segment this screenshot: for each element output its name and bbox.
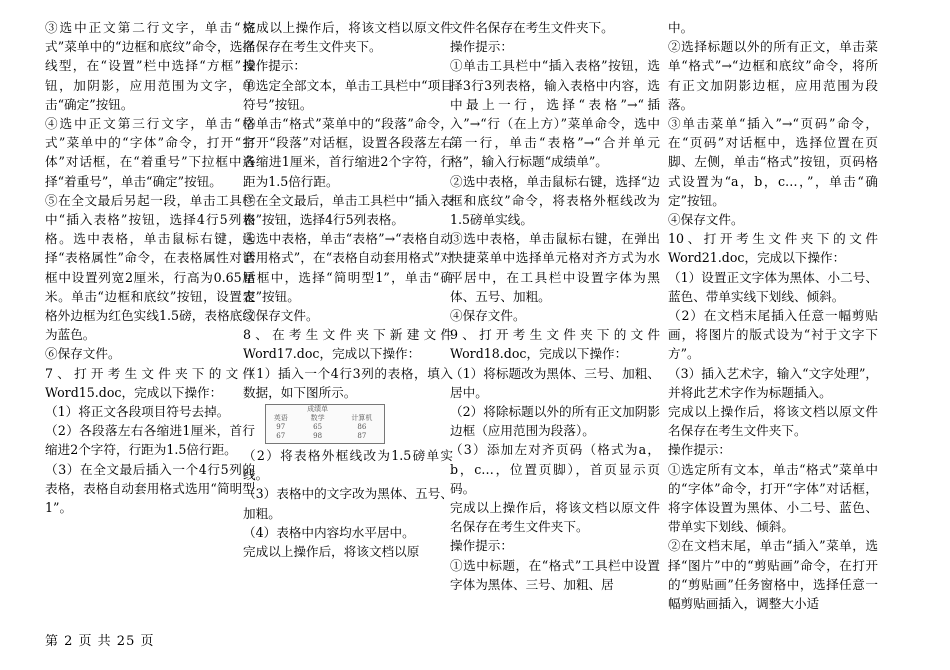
paragraph: 操作提示：	[668, 442, 731, 458]
paragraph: ③单击菜单“插入”→“页码”命令，在“页码”对话框中，选择位置在页脚、左侧，单击“格式”按钮，页码格式设置为“a，b，c…，”，单击“确定”按钮。	[668, 116, 878, 208]
page-footer: 第 2 页 共 25 页	[45, 634, 155, 649]
paragraph: ①选中标题，在“格式”工具栏中设置字体为黑体、三号、加粗、居	[450, 557, 660, 592]
paragraph: ①选定所有文本，单击“格式”菜单中的“字体”命令，打开“字体”对话框，将字体设置为黑体、小二号、蓝色、带单实下划线、倾斜。	[668, 461, 878, 535]
table-cell: 67	[276, 432, 286, 441]
column-1	[45, 18, 255, 517]
paragraph: ③选中表格，单击鼠标右键，在弹出快捷菜单中选择单元格对齐方式为水平居中，在工具栏中设置字体为黑体、五号、加粗。	[450, 231, 660, 304]
paragraph: （2）各段落左右各缩进1厘米，首行缩进2个字符，行距为1.5倍行距。	[45, 423, 255, 458]
paragraph: 中。	[668, 20, 694, 35]
paragraph: ②选中表格，单击鼠标右键，选择“边框和底纹”命令，将表格外框线改为1.5磅单实线。	[450, 173, 660, 228]
score-table-figure	[265, 404, 385, 444]
table-header-cell: 计算机	[351, 414, 373, 423]
paragraph: ④保存文件。	[668, 212, 744, 228]
paragraph: 文件名保存在考生文件夹下。	[450, 20, 614, 35]
paragraph: ②选择标题以外的所有正文，单击菜单“格式”→“边框和底纹”命令，将所有正文加阴影边框，应用范围为段落。	[668, 39, 878, 112]
paragraph: （3）插入艺术字，输入“文字处理”，并将此艺术字作为标题插入。	[668, 365, 878, 400]
table-header-cell: 英语	[273, 414, 288, 423]
paragraph: ⑤在全文最后另起一段，单击工具栏中“插入表格”按钮，选择4行5列表格。选中表格，单击鼠标右键，选择“表格属性”命令，在表格属性对话框中设置列宽2厘米，行高为0.65厘米。单击“边框和底纹”按钮，设置表格外边框为红色实线1.5磅，表格底纹为蓝色。	[45, 192, 255, 343]
paragraph: ⑥保存文件。	[45, 346, 121, 362]
paragraph: ②在文档末尾，单击“插入”菜单，选择“图片”中的“剪贴画”命令，在打开的“剪贴画”任务窗格中，选择任意一幅剪贴画插入，调整大小适	[668, 538, 878, 612]
paragraph: （2）将表格外框线改为1.5磅单实线。	[243, 448, 453, 483]
column-2	[243, 18, 453, 561]
paragraph: （1）插入一个4行3列的表格，填入数据，如下图所示。	[243, 365, 453, 400]
paragraph: ②单击“格式”菜单中的“段落”命令，打开“段落”对话框，设置各段落左右各缩进1厘米，首行缩进2个字符，行距为1.5倍行距。	[243, 116, 453, 189]
paragraph: 10、打开考生文件夹下的文件Word21.doc，完成以下操作：	[668, 231, 878, 266]
table-cell: 65	[313, 423, 323, 432]
paragraph: ⑤保存文件。	[243, 308, 319, 324]
paragraph: （1）设置正文字体为黑体、小二号、蓝色、带单实线下划线、倾斜。	[668, 269, 878, 304]
paragraph: 操作提示：	[450, 39, 513, 55]
paragraph: （2）将除标题以外的所有正文加阴影边框（应用范围为段落）。	[450, 404, 660, 439]
paragraph: ③在全文最后，单击工具栏中“插入表格”按钮，选择4行5列表格。	[243, 192, 453, 228]
paragraph: （3）添加左对齐页码（格式为a，b，c…，位置页脚），首页显示页码。	[450, 442, 660, 496]
paragraph: ④选中正文第三行文字，单击“格式”菜单中的“字体”命令，打开“字体”对话框，在“着重号”下拉框中选择“着重号”，单击“确定”按钮。	[45, 116, 255, 189]
paragraph: 完成以上操作后，将该文档以原文件名保存在考生文件夹下。	[668, 404, 878, 439]
column-3	[450, 18, 660, 594]
paragraph: （3）表格中的文字改为黑体、五号、加粗。	[243, 486, 453, 521]
paragraph: （1）将标题改为黑体、三号、加粗、居中。	[450, 365, 660, 400]
paragraph: 9、打开考生文件夹下的文件Word18.doc，完成以下操作：	[450, 327, 660, 362]
paragraph: ④选中表格，单击“表格”→“表格自动套用格式”，在“表格自动套用格式”对话框中，选择“简明型1”，单击“确定”按钮。	[243, 231, 453, 304]
paragraph: ④保存文件。	[450, 308, 526, 324]
paragraph: 8、在考生文件夹下新建文件Word17.doc，完成以下操作：	[243, 327, 453, 362]
paragraph: （3）在全文最后插入一个4行5列的表格，表格自动套用格式选用“简明型1”。	[45, 461, 255, 516]
table-cell: 97	[276, 423, 286, 432]
paragraph: 完成以上操作后，将该文档以原文件名保存在考生文件夹下。	[450, 500, 660, 535]
table-header-cell: 数学	[310, 414, 325, 423]
paragraph: ①单击工具栏中“插入表格”按钮，选择3行3列表格，输入表格中内容，选中最上一行，选择“表格”→“插入”→“行（在上方）”菜单命令，选中第一行，单击“表格”→“合并单元格”，输入行标题“成绩单”。	[450, 58, 660, 170]
paragraph: 操作提示：	[450, 538, 513, 554]
table-title: 成绩单	[307, 405, 329, 414]
table-cell: 86	[357, 423, 367, 432]
column-4	[668, 18, 878, 613]
paragraph: ③选中正文第二行文字，单击“格式”菜单中的“边框和底纹”命令，选择线型，在“设置”栏中选择“方框”按钮，加阴影，应用范围为文字，单击“确定”按钮。	[45, 20, 255, 112]
paragraph: 操作提示：	[243, 58, 306, 74]
paragraph: （1）将正文各段项目符号去掉。	[45, 404, 230, 420]
table-cell: 98	[313, 432, 323, 441]
paragraph: 7、打开考生文件夹下的文件Word15.doc，完成以下操作：	[45, 365, 255, 400]
paragraph: ①选定全部文本，单击工具栏中“项目符号”按钮。	[243, 77, 453, 112]
paragraph: （2）在文档末尾插入任意一幅剪贴画，将图片的版式设为“衬于文字下方”。	[668, 308, 878, 362]
paragraph: 完成以上操作后，将该文档以原	[243, 544, 420, 560]
paragraph: （4）表格中内容均水平居中。	[243, 524, 415, 540]
score-table	[266, 405, 384, 441]
paragraph: 完成以上操作后，将该文档以原文件名保存在考生文件夹下。	[243, 20, 453, 55]
table-cell: 87	[357, 432, 367, 441]
